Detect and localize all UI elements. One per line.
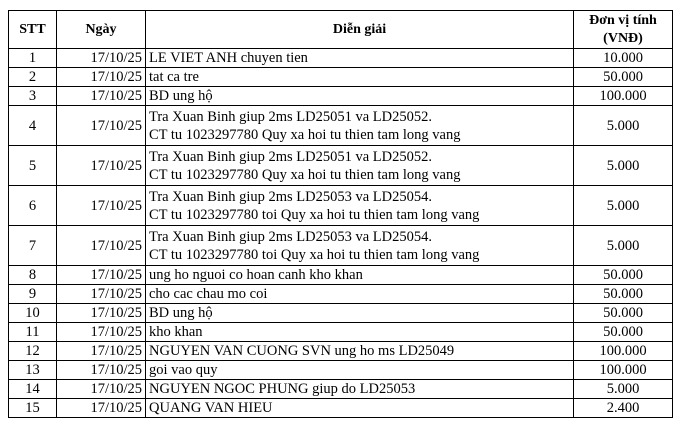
- header-amount: Đơn vị tính (VNĐ): [574, 11, 673, 49]
- table-row: [9, 106, 673, 146]
- cell-date: 17/10/25: [57, 380, 146, 399]
- cell-amount: 5.000: [574, 146, 673, 186]
- cell-description: QUANG VAN HIEU: [146, 399, 574, 418]
- header-date: Ngày: [57, 11, 146, 49]
- cell-description: BD ung hộ: [146, 87, 574, 106]
- cell-date: 17/10/25: [57, 68, 146, 87]
- cell-stt: 15: [9, 399, 57, 418]
- table-row: [9, 304, 673, 323]
- cell-amount: 50.000: [574, 304, 673, 323]
- cell-amount: 10.000: [574, 49, 673, 68]
- table-header-row: [9, 11, 673, 49]
- cell-date: 17/10/25: [57, 342, 146, 361]
- table-row: [9, 68, 673, 87]
- cell-date: 17/10/25: [57, 323, 146, 342]
- table-row: [9, 146, 673, 186]
- table-row: [9, 49, 673, 68]
- cell-description: BD ung hộ: [146, 304, 574, 323]
- cell-amount: 2.400: [574, 399, 673, 418]
- cell-description: cho cac chau mo coi: [146, 285, 574, 304]
- cell-amount: 50.000: [574, 285, 673, 304]
- cell-stt: 4: [9, 106, 57, 146]
- cell-description: Tra Xuan Binh giup 2ms LD25051 va LD25052. CT tu 1023297780 Quy xa hoi tu thien tam long vang: [146, 106, 574, 146]
- header-description: Diễn giải: [146, 11, 574, 49]
- cell-amount: 5.000: [574, 106, 673, 146]
- cell-amount: 50.000: [574, 266, 673, 285]
- cell-stt: 6: [9, 186, 57, 226]
- cell-stt: 2: [9, 68, 57, 87]
- cell-stt: 9: [9, 285, 57, 304]
- cell-date: 17/10/25: [57, 87, 146, 106]
- cell-description: NGUYEN NGOC PHUNG giup do LD25053: [146, 380, 574, 399]
- cell-date: 17/10/25: [57, 146, 146, 186]
- cell-description: LE VIET ANH chuyen tien: [146, 49, 574, 68]
- cell-amount: 50.000: [574, 68, 673, 87]
- cell-stt: 14: [9, 380, 57, 399]
- table-row: [9, 266, 673, 285]
- cell-description: Tra Xuan Binh giup 2ms LD25053 va LD25054. CT tu 1023297780 toi Quy xa hoi tu thien tam long vang: [146, 186, 574, 226]
- cell-date: 17/10/25: [57, 304, 146, 323]
- cell-description: NGUYEN VAN CUONG SVN ung ho ms LD25049: [146, 342, 574, 361]
- table-row: [9, 323, 673, 342]
- cell-date: 17/10/25: [57, 361, 146, 380]
- cell-description: Tra Xuan Binh giup 2ms LD25053 va LD25054. CT tu 1023297780 toi Quy xa hoi tu thien tam long vang: [146, 226, 574, 266]
- header-stt: STT: [9, 11, 57, 49]
- table-row: [9, 399, 673, 418]
- table-row: [9, 285, 673, 304]
- cell-date: 17/10/25: [57, 186, 146, 226]
- cell-description: tat ca tre: [146, 68, 574, 87]
- cell-date: 17/10/25: [57, 226, 146, 266]
- cell-amount: 50.000: [574, 323, 673, 342]
- cell-stt: 5: [9, 146, 57, 186]
- cell-description: goi vao quy: [146, 361, 574, 380]
- donation-table: [8, 10, 673, 418]
- cell-date: 17/10/25: [57, 49, 146, 68]
- cell-stt: 8: [9, 266, 57, 285]
- cell-stt: 1: [9, 49, 57, 68]
- table-row: [9, 87, 673, 106]
- donation-table-container: [8, 10, 673, 418]
- cell-amount: 5.000: [574, 186, 673, 226]
- table-row: [9, 380, 673, 399]
- table-row: [9, 361, 673, 380]
- table-row: [9, 342, 673, 361]
- table-row: [9, 186, 673, 226]
- cell-amount: 100.000: [574, 361, 673, 380]
- cell-description: ung ho nguoi co hoan canh kho khan: [146, 266, 574, 285]
- cell-stt: 10: [9, 304, 57, 323]
- cell-stt: 12: [9, 342, 57, 361]
- cell-amount: 5.000: [574, 380, 673, 399]
- cell-amount: 5.000: [574, 226, 673, 266]
- cell-date: 17/10/25: [57, 399, 146, 418]
- cell-amount: 100.000: [574, 87, 673, 106]
- cell-date: 17/10/25: [57, 285, 146, 304]
- cell-date: 17/10/25: [57, 266, 146, 285]
- cell-stt: 11: [9, 323, 57, 342]
- cell-stt: 3: [9, 87, 57, 106]
- table-row: [9, 226, 673, 266]
- cell-stt: 13: [9, 361, 57, 380]
- cell-date: 17/10/25: [57, 106, 146, 146]
- cell-description: Tra Xuan Binh giup 2ms LD25051 va LD25052. CT tu 1023297780 Quy xa hoi tu thien tam long vang: [146, 146, 574, 186]
- cell-amount: 100.000: [574, 342, 673, 361]
- cell-description: kho khan: [146, 323, 574, 342]
- cell-stt: 7: [9, 226, 57, 266]
